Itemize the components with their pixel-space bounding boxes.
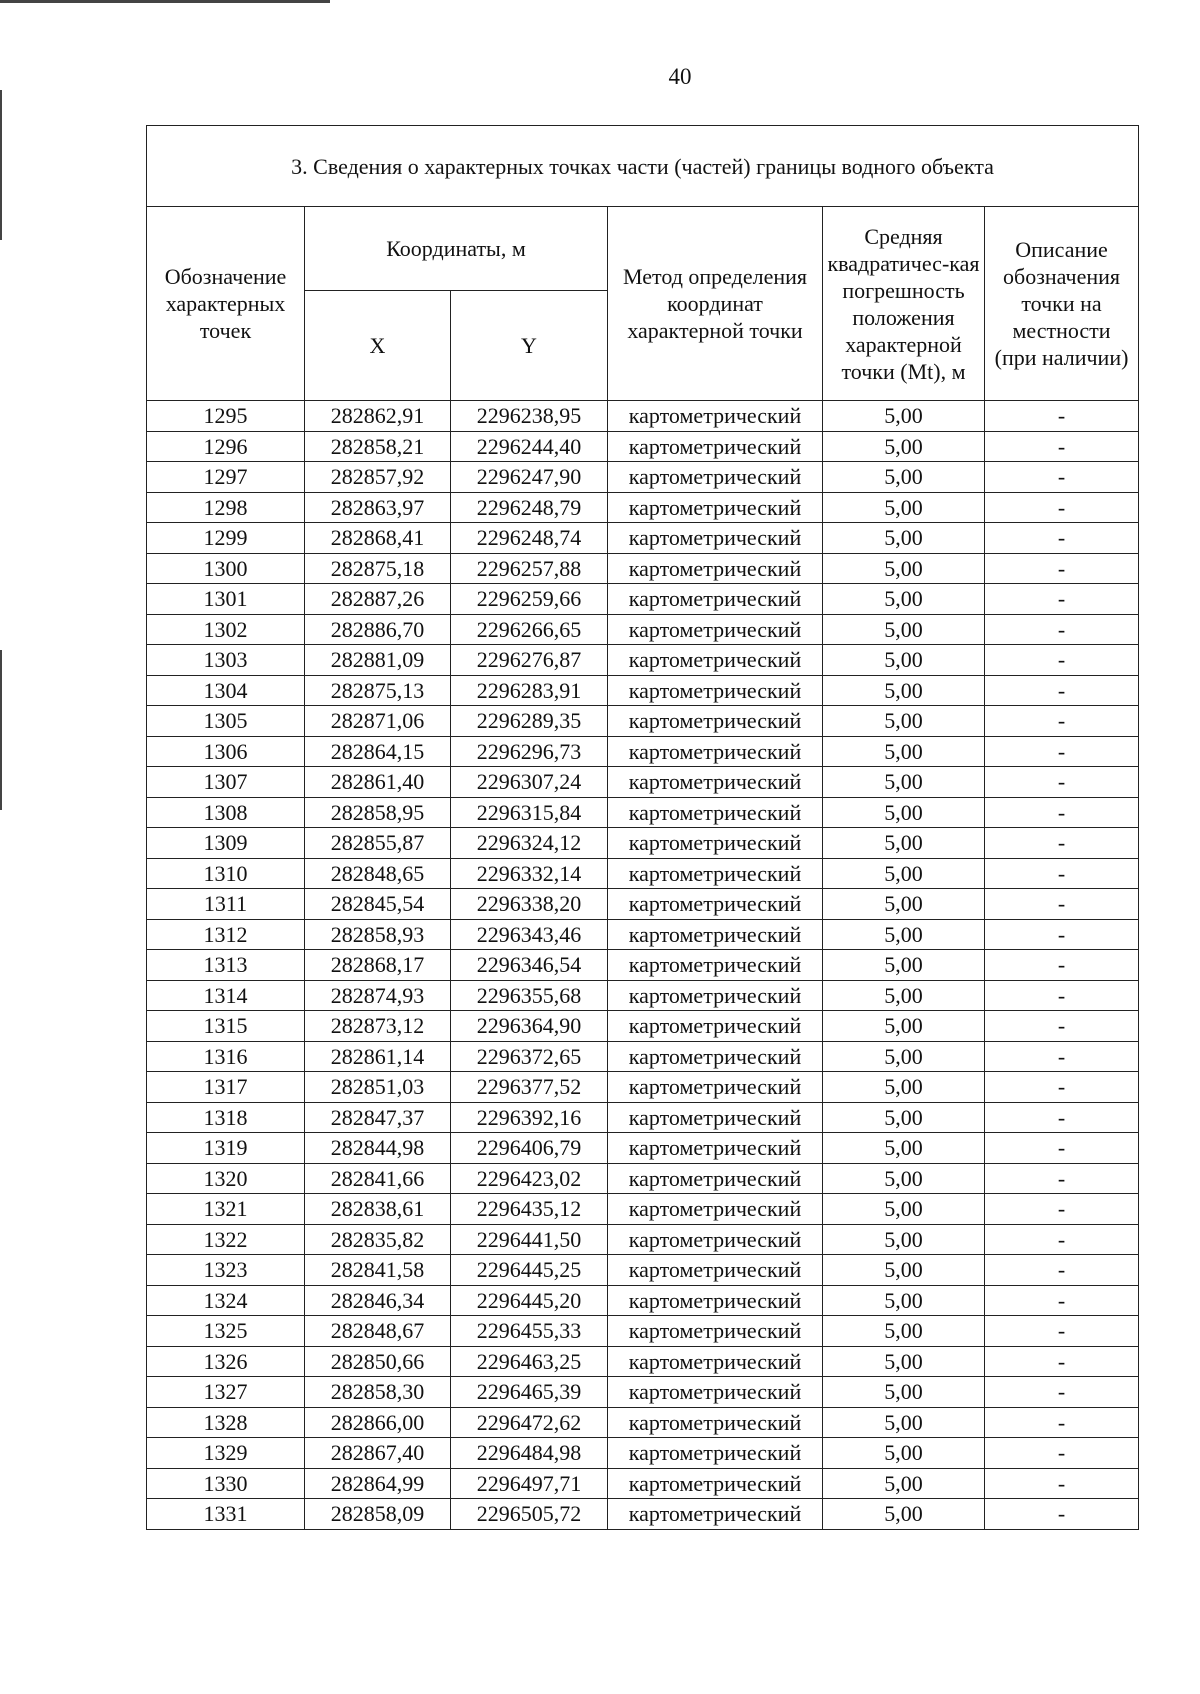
method-cell: картометрический [608,736,823,767]
table-row [147,706,1139,737]
point-id-cell: 1330 [147,1468,305,1499]
table-row [147,553,1139,584]
y-coordinate-cell: 2296266,65 [451,614,608,645]
y-coordinate-cell: 2296307,24 [451,767,608,798]
point-id-cell: 1301 [147,584,305,615]
description-cell: - [985,523,1139,554]
y-coordinate-cell: 2296332,14 [451,858,608,889]
point-id-cell: 1312 [147,919,305,950]
error-cell: 5,00 [823,1255,985,1286]
table-row [147,1499,1139,1530]
error-cell: 5,00 [823,797,985,828]
y-coordinate-cell: 2296338,20 [451,889,608,920]
page-number: 40 [668,64,692,89]
table-row [147,980,1139,1011]
method-cell: картометрический [608,553,823,584]
method-cell: картометрический [608,1285,823,1316]
error-cell: 5,00 [823,1163,985,1194]
x-coordinate-cell: 282864,15 [305,736,451,767]
table-row [147,492,1139,523]
table-row [147,858,1139,889]
y-coordinate-cell: 2296472,62 [451,1407,608,1438]
x-coordinate-cell: 282864,99 [305,1468,451,1499]
y-coordinate-cell: 2296377,52 [451,1072,608,1103]
header-y: Y [451,291,608,401]
description-cell: - [985,919,1139,950]
point-id-cell: 1295 [147,401,305,432]
point-id-cell: 1311 [147,889,305,920]
description-cell: - [985,431,1139,462]
table-row [147,889,1139,920]
description-cell: - [985,462,1139,493]
y-coordinate-cell: 2296497,71 [451,1468,608,1499]
error-cell: 5,00 [823,431,985,462]
table-row [147,1163,1139,1194]
y-coordinate-cell: 2296455,33 [451,1316,608,1347]
y-coordinate-cell: 2296346,54 [451,950,608,981]
error-cell: 5,00 [823,1011,985,1042]
y-coordinate-cell: 2296244,40 [451,431,608,462]
table-row [147,401,1139,432]
method-cell: картометрический [608,1163,823,1194]
method-cell: картометрический [608,706,823,737]
y-coordinate-cell: 2296355,68 [451,980,608,1011]
x-coordinate-cell: 282862,91 [305,401,451,432]
error-cell: 5,00 [823,706,985,737]
y-coordinate-cell: 2296435,12 [451,1194,608,1225]
error-cell: 5,00 [823,1499,985,1530]
x-coordinate-cell: 282858,93 [305,919,451,950]
error-cell: 5,00 [823,1102,985,1133]
table-row [147,797,1139,828]
table-row [147,950,1139,981]
header-error: Средняя квадратичес-кая погрешность положения характерной точки (Mt), м [823,207,985,401]
method-cell: картометрический [608,1041,823,1072]
description-cell: - [985,584,1139,615]
y-coordinate-cell: 2296283,91 [451,675,608,706]
description-cell: - [985,1133,1139,1164]
x-coordinate-cell: 282868,41 [305,523,451,554]
point-id-cell: 1318 [147,1102,305,1133]
boundary-points-table [146,125,1139,1530]
description-cell: - [985,797,1139,828]
error-cell: 5,00 [823,645,985,676]
description-cell: - [985,1438,1139,1469]
x-coordinate-cell: 282871,06 [305,706,451,737]
method-cell: картометрический [608,889,823,920]
method-cell: картометрический [608,828,823,859]
y-coordinate-cell: 2296296,73 [451,736,608,767]
header-designation: Обозначение характерных точек [147,207,305,401]
point-id-cell: 1313 [147,950,305,981]
method-cell: картометрический [608,1316,823,1347]
method-cell: картометрический [608,1407,823,1438]
x-coordinate-cell: 282861,40 [305,767,451,798]
y-coordinate-cell: 2296276,87 [451,645,608,676]
x-coordinate-cell: 282874,93 [305,980,451,1011]
error-cell: 5,00 [823,1316,985,1347]
table-row [147,1316,1139,1347]
description-cell: - [985,614,1139,645]
error-cell: 5,00 [823,889,985,920]
table-row [147,1468,1139,1499]
table-row [147,1285,1139,1316]
y-coordinate-cell: 2296445,25 [451,1255,608,1286]
method-cell: картометрический [608,1377,823,1408]
description-cell: - [985,645,1139,676]
method-cell: картометрический [608,462,823,493]
point-id-cell: 1314 [147,980,305,1011]
error-cell: 5,00 [823,950,985,981]
table-row [147,1346,1139,1377]
point-id-cell: 1310 [147,858,305,889]
method-cell: картометрический [608,492,823,523]
y-coordinate-cell: 2296343,46 [451,919,608,950]
error-cell: 5,00 [823,1072,985,1103]
description-cell: - [985,1316,1139,1347]
point-id-cell: 1325 [147,1316,305,1347]
point-id-cell: 1300 [147,553,305,584]
error-cell: 5,00 [823,919,985,950]
method-cell: картометрический [608,1468,823,1499]
x-coordinate-cell: 282858,09 [305,1499,451,1530]
table-row [147,1133,1139,1164]
method-cell: картометрический [608,980,823,1011]
x-coordinate-cell: 282886,70 [305,614,451,645]
x-coordinate-cell: 282881,09 [305,645,451,676]
method-cell: картометрический [608,401,823,432]
error-cell: 5,00 [823,767,985,798]
description-cell: - [985,1346,1139,1377]
point-id-cell: 1309 [147,828,305,859]
y-coordinate-cell: 2296324,12 [451,828,608,859]
y-coordinate-cell: 2296484,98 [451,1438,608,1469]
method-cell: картометрический [608,767,823,798]
y-coordinate-cell: 2296315,84 [451,797,608,828]
x-coordinate-cell: 282857,92 [305,462,451,493]
y-coordinate-cell: 2296247,90 [451,462,608,493]
method-cell: картометрический [608,919,823,950]
x-coordinate-cell: 282873,12 [305,1011,451,1042]
table-row [147,1041,1139,1072]
header-x: X [305,291,451,401]
x-coordinate-cell: 282863,97 [305,492,451,523]
x-coordinate-cell: 282841,58 [305,1255,451,1286]
point-id-cell: 1297 [147,462,305,493]
y-coordinate-cell: 2296505,72 [451,1499,608,1530]
x-coordinate-cell: 282847,37 [305,1102,451,1133]
error-cell: 5,00 [823,584,985,615]
y-coordinate-cell: 2296248,74 [451,523,608,554]
description-cell: - [985,706,1139,737]
method-cell: картометрический [608,1072,823,1103]
point-id-cell: 1296 [147,431,305,462]
table-row [147,1194,1139,1225]
x-coordinate-cell: 282861,14 [305,1041,451,1072]
description-cell: - [985,553,1139,584]
x-coordinate-cell: 282875,13 [305,675,451,706]
description-cell: - [985,1224,1139,1255]
method-cell: картометрический [608,645,823,676]
point-id-cell: 1326 [147,1346,305,1377]
x-coordinate-cell: 282868,17 [305,950,451,981]
point-id-cell: 1298 [147,492,305,523]
description-cell: - [985,736,1139,767]
method-cell: картометрический [608,1499,823,1530]
error-cell: 5,00 [823,1468,985,1499]
error-cell: 5,00 [823,828,985,859]
method-cell: картометрический [608,1224,823,1255]
x-coordinate-cell: 282838,61 [305,1194,451,1225]
point-id-cell: 1306 [147,736,305,767]
error-cell: 5,00 [823,736,985,767]
point-id-cell: 1328 [147,1407,305,1438]
description-cell: - [985,1255,1139,1286]
error-cell: 5,00 [823,492,985,523]
point-id-cell: 1305 [147,706,305,737]
table-row [147,614,1139,645]
point-id-cell: 1303 [147,645,305,676]
error-cell: 5,00 [823,675,985,706]
method-cell: картометрический [608,1133,823,1164]
x-coordinate-cell: 282858,21 [305,431,451,462]
point-id-cell: 1299 [147,523,305,554]
error-cell: 5,00 [823,614,985,645]
error-cell: 5,00 [823,553,985,584]
header-method: Метод определения координат характерной точки [608,207,823,401]
point-id-cell: 1308 [147,797,305,828]
x-coordinate-cell: 282866,00 [305,1407,451,1438]
error-cell: 5,00 [823,858,985,889]
error-cell: 5,00 [823,1438,985,1469]
description-cell: - [985,1102,1139,1133]
x-coordinate-cell: 282848,67 [305,1316,451,1347]
x-coordinate-cell: 282848,65 [305,858,451,889]
method-cell: картометрический [608,584,823,615]
table-row [147,675,1139,706]
y-coordinate-cell: 2296406,79 [451,1133,608,1164]
table-row [147,1011,1139,1042]
x-coordinate-cell: 282867,40 [305,1438,451,1469]
y-coordinate-cell: 2296289,35 [451,706,608,737]
header-coordinates: Координаты, м [305,207,608,291]
point-id-cell: 1319 [147,1133,305,1164]
y-coordinate-cell: 2296445,20 [451,1285,608,1316]
y-coordinate-cell: 2296465,39 [451,1377,608,1408]
error-cell: 5,00 [823,980,985,1011]
error-cell: 5,00 [823,462,985,493]
error-cell: 5,00 [823,1407,985,1438]
method-cell: картометрический [608,675,823,706]
table-row [147,828,1139,859]
table-row [147,1224,1139,1255]
method-cell: картометрический [608,1438,823,1469]
error-cell: 5,00 [823,1285,985,1316]
point-id-cell: 1302 [147,614,305,645]
y-coordinate-cell: 2296238,95 [451,401,608,432]
method-cell: картометрический [608,523,823,554]
description-cell: - [985,767,1139,798]
description-cell: - [985,1285,1139,1316]
x-coordinate-cell: 282841,66 [305,1163,451,1194]
description-cell: - [985,980,1139,1011]
description-cell: - [985,889,1139,920]
y-coordinate-cell: 2296441,50 [451,1224,608,1255]
description-cell: - [985,1011,1139,1042]
description-cell: - [985,1194,1139,1225]
description-cell: - [985,828,1139,859]
x-coordinate-cell: 282887,26 [305,584,451,615]
description-cell: - [985,1468,1139,1499]
x-coordinate-cell: 282858,30 [305,1377,451,1408]
description-cell: - [985,1407,1139,1438]
table-row [147,462,1139,493]
point-id-cell: 1317 [147,1072,305,1103]
x-coordinate-cell: 282846,34 [305,1285,451,1316]
header-description: Описание обозначения точки на местности (при наличии) [985,207,1139,401]
table-row [147,1407,1139,1438]
point-id-cell: 1331 [147,1499,305,1530]
y-coordinate-cell: 2296364,90 [451,1011,608,1042]
method-cell: картометрический [608,858,823,889]
error-cell: 5,00 [823,1194,985,1225]
error-cell: 5,00 [823,1133,985,1164]
table-row [147,1438,1139,1469]
point-id-cell: 1316 [147,1041,305,1072]
point-id-cell: 1315 [147,1011,305,1042]
x-coordinate-cell: 282850,66 [305,1346,451,1377]
x-coordinate-cell: 282845,54 [305,889,451,920]
description-cell: - [985,1072,1139,1103]
description-cell: - [985,675,1139,706]
point-id-cell: 1324 [147,1285,305,1316]
x-coordinate-cell: 282858,95 [305,797,451,828]
method-cell: картометрический [608,1255,823,1286]
y-coordinate-cell: 2296372,65 [451,1041,608,1072]
point-id-cell: 1327 [147,1377,305,1408]
y-coordinate-cell: 2296257,88 [451,553,608,584]
method-cell: картометрический [608,1346,823,1377]
table-row [147,736,1139,767]
method-cell: картометрический [608,1011,823,1042]
description-cell: - [985,1377,1139,1408]
method-cell: картометрический [608,1102,823,1133]
error-cell: 5,00 [823,1346,985,1377]
y-coordinate-cell: 2296463,25 [451,1346,608,1377]
scan-edge-mark [0,90,2,240]
scan-edge-mark [0,0,330,3]
method-cell: картометрический [608,1194,823,1225]
table-row [147,919,1139,950]
point-id-cell: 1329 [147,1438,305,1469]
point-id-cell: 1320 [147,1163,305,1194]
error-cell: 5,00 [823,401,985,432]
description-cell: - [985,492,1139,523]
table-row [147,1377,1139,1408]
table-row [147,584,1139,615]
description-cell: - [985,858,1139,889]
scan-edge-mark [0,650,2,810]
table-title: 3. Сведения о характерных точках части (частей) границы водного объекта [147,126,1139,207]
method-cell: картометрический [608,614,823,645]
point-id-cell: 1307 [147,767,305,798]
table-row [147,523,1139,554]
point-id-cell: 1304 [147,675,305,706]
y-coordinate-cell: 2296423,02 [451,1163,608,1194]
description-cell: - [985,401,1139,432]
description-cell: - [985,950,1139,981]
table-row [147,1255,1139,1286]
table-row [147,645,1139,676]
method-cell: картометрический [608,950,823,981]
x-coordinate-cell: 282855,87 [305,828,451,859]
point-id-cell: 1321 [147,1194,305,1225]
x-coordinate-cell: 282851,03 [305,1072,451,1103]
table-row [147,767,1139,798]
error-cell: 5,00 [823,1377,985,1408]
description-cell: - [985,1499,1139,1530]
method-cell: картометрический [608,431,823,462]
table-row [147,431,1139,462]
y-coordinate-cell: 2296248,79 [451,492,608,523]
y-coordinate-cell: 2296259,66 [451,584,608,615]
error-cell: 5,00 [823,523,985,554]
error-cell: 5,00 [823,1224,985,1255]
description-cell: - [985,1163,1139,1194]
x-coordinate-cell: 282844,98 [305,1133,451,1164]
error-cell: 5,00 [823,1041,985,1072]
y-coordinate-cell: 2296392,16 [451,1102,608,1133]
x-coordinate-cell: 282835,82 [305,1224,451,1255]
point-id-cell: 1323 [147,1255,305,1286]
description-cell: - [985,1041,1139,1072]
table-row [147,1102,1139,1133]
point-id-cell: 1322 [147,1224,305,1255]
x-coordinate-cell: 282875,18 [305,553,451,584]
table-row [147,1072,1139,1103]
method-cell: картометрический [608,797,823,828]
